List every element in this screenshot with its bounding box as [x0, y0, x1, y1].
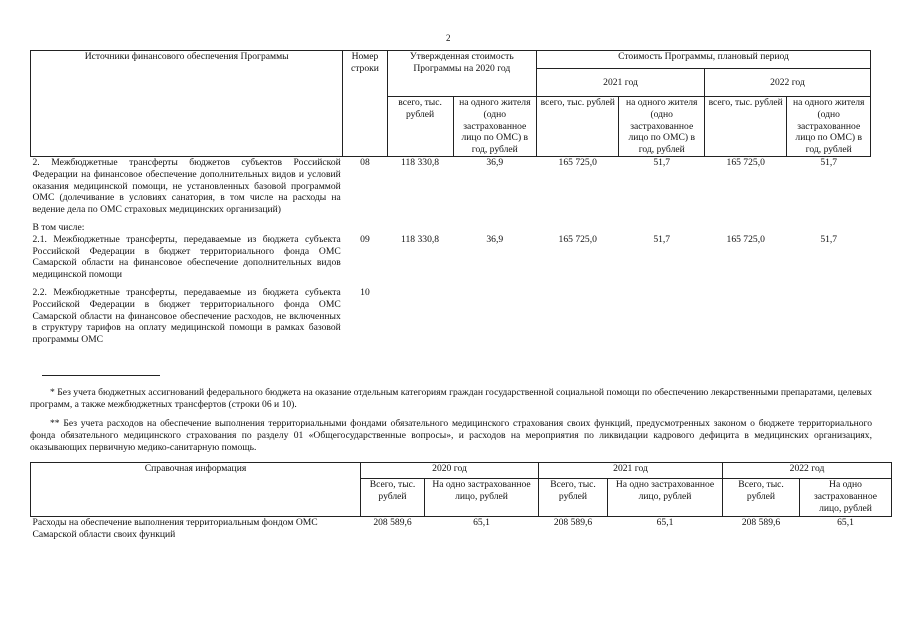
row-09-cell [31, 222, 343, 287]
header-total-2021: всего, тыс. рублей [537, 97, 619, 157]
ref-header-total-2020: Всего, тыс. рублей [361, 479, 425, 517]
ref-row-2020-total: 208 589,6 [373, 517, 412, 528]
table-row [31, 222, 871, 287]
header-total-2022: всего, тыс. рублей [704, 97, 786, 157]
table-row [31, 287, 871, 346]
row-08-2021-per: 51,7 [653, 157, 671, 168]
ref-header-per-2022: На одно застрахованное лицо, рублей [800, 479, 892, 517]
page-number: 2 [446, 33, 451, 43]
row-08-2020-total: 118 330,8 [401, 157, 440, 168]
row-09-2022-total: 165 725,0 [726, 233, 765, 245]
ref-header-total-2022: Всего, тыс. рублей [723, 479, 800, 517]
ref-row-label: Расходы на обеспечение выполнения территориальным фондом ОМС Самарской области своих функций [32, 517, 318, 540]
reference-info-table [30, 462, 892, 541]
row-08-2022-total: 165 725,0 [726, 157, 765, 168]
ref-row-2021-total: 208 589,6 [553, 517, 593, 528]
row-09-number: 09 [360, 233, 370, 245]
footnote-1: * Без учета бюджетных ассигнований федерального бюджета на оказание отдельным категориям граждан государственной социальной помощи по обеспечению лекарственными препаратами, целевых программ, а также межбюджетных трансфертов (строки 06 и 10). [30, 387, 872, 410]
header-per-resident-2022: на одного жителя (одно застрахованное лицо по ОМС) в год, рублей [787, 97, 871, 157]
ref-header-title: Справочная информация [31, 463, 361, 517]
row-08-2021-total: 165 725,0 [558, 157, 597, 168]
row-08-number: 08 [360, 157, 370, 168]
header-year-2022: 2022 год [704, 69, 870, 97]
row-09-2020-per: 36,9 [486, 233, 504, 245]
ref-header-per-2020: На одно застрахованное лицо, рублей [425, 479, 539, 517]
header-per-resident-2021: на одного жителя (одно застрахованное лицо по ОМС) в год, рублей [619, 97, 705, 157]
header-source: Источники финансового обеспечения Программы [31, 51, 343, 157]
ref-header-total-2021: Всего, тыс. рублей [539, 479, 608, 517]
footnote-separator [42, 375, 160, 376]
header-row-number: Номер строки [343, 51, 387, 157]
row-10-label: 2.2. Межбюджетные трансферты, передаваемые из бюджета субъекта Российской Федерации в бюджет территориального фонда ОМС Самарской области на финансовое обеспечение расходов, не включенных в структуру тарифов на оплату медицинской помощи в рамках базовой программы ОМС [32, 286, 341, 346]
row-09-2022-per: 51,7 [820, 233, 838, 245]
row-08-2020-per: 36,9 [486, 157, 504, 168]
row-10-number: 10 [360, 286, 370, 298]
row-09-2020-total: 118 330,8 [401, 233, 440, 245]
row-09-2021-per: 51,7 [653, 233, 671, 245]
row-08-label: 2. Межбюджетные трансферты бюджетов субъектов Российской Федерации на финансовое обеспечение дополнительных видов и условий оказания медицинской помощи, не установленных базовой программой ОМС (долечивание в условиях санатория, в том числе на расходы на ведение дела по ОМС страховых медицинских организаций) [32, 157, 341, 216]
ref-row-2022-per: 65,1 [837, 517, 854, 528]
header-approved-2020: Утвержденная стоимость Программы на 2020 год [387, 51, 536, 97]
ref-row-2020-per: 65,1 [473, 517, 490, 528]
ref-row-2021-per: 65,1 [656, 517, 674, 528]
row-09-label: 2.1. Межбюджетные трансферты, передаваемые из бюджета субъекта Российской Федерации в бюджет территориального фонда ОМС Самарской области на финансовое обеспечение дополнительных видов медицинской помощи [32, 233, 341, 281]
table-row [31, 517, 892, 541]
row-09-2021-total: 165 725,0 [558, 233, 597, 245]
footnote-2: ** Без учета расходов на обеспечение выполнения территориальными фондами обязательного медицинского страхования своих функций, предусмотренных законом о бюджете территориального фонда обязательного медицинского страхования по разделу 01 «Общегосударственные вопросы», и расходов на мероприятия по ликвидации кадрового дефицита в медицинских организациях, оказывающих первичную медико-санитарную помощь. [30, 418, 872, 453]
header-per-resident-2020: на одного жителя (одно застрахованное лицо по ОМС) в год, рублей [453, 97, 536, 157]
ref-header-per-2021: На одно застрахованное лицо, рублей [608, 479, 723, 517]
table-row [31, 157, 871, 222]
header-planned-period: Стоимость Программы, плановый период [537, 51, 871, 69]
row-08-2022-per: 51,7 [820, 157, 838, 168]
ref-row-2022-total: 208 589,6 [741, 517, 781, 528]
header-year-2021: 2021 год [537, 69, 705, 97]
program-funding-table [30, 50, 871, 346]
ref-header-2022: 2022 год [723, 463, 892, 479]
ref-header-2021: 2021 год [539, 463, 723, 479]
ref-header-2020: 2020 год [361, 463, 539, 479]
row-09-prefix: В том числе: [32, 221, 85, 233]
header-total-2020: всего, тыс. рублей [387, 97, 453, 157]
